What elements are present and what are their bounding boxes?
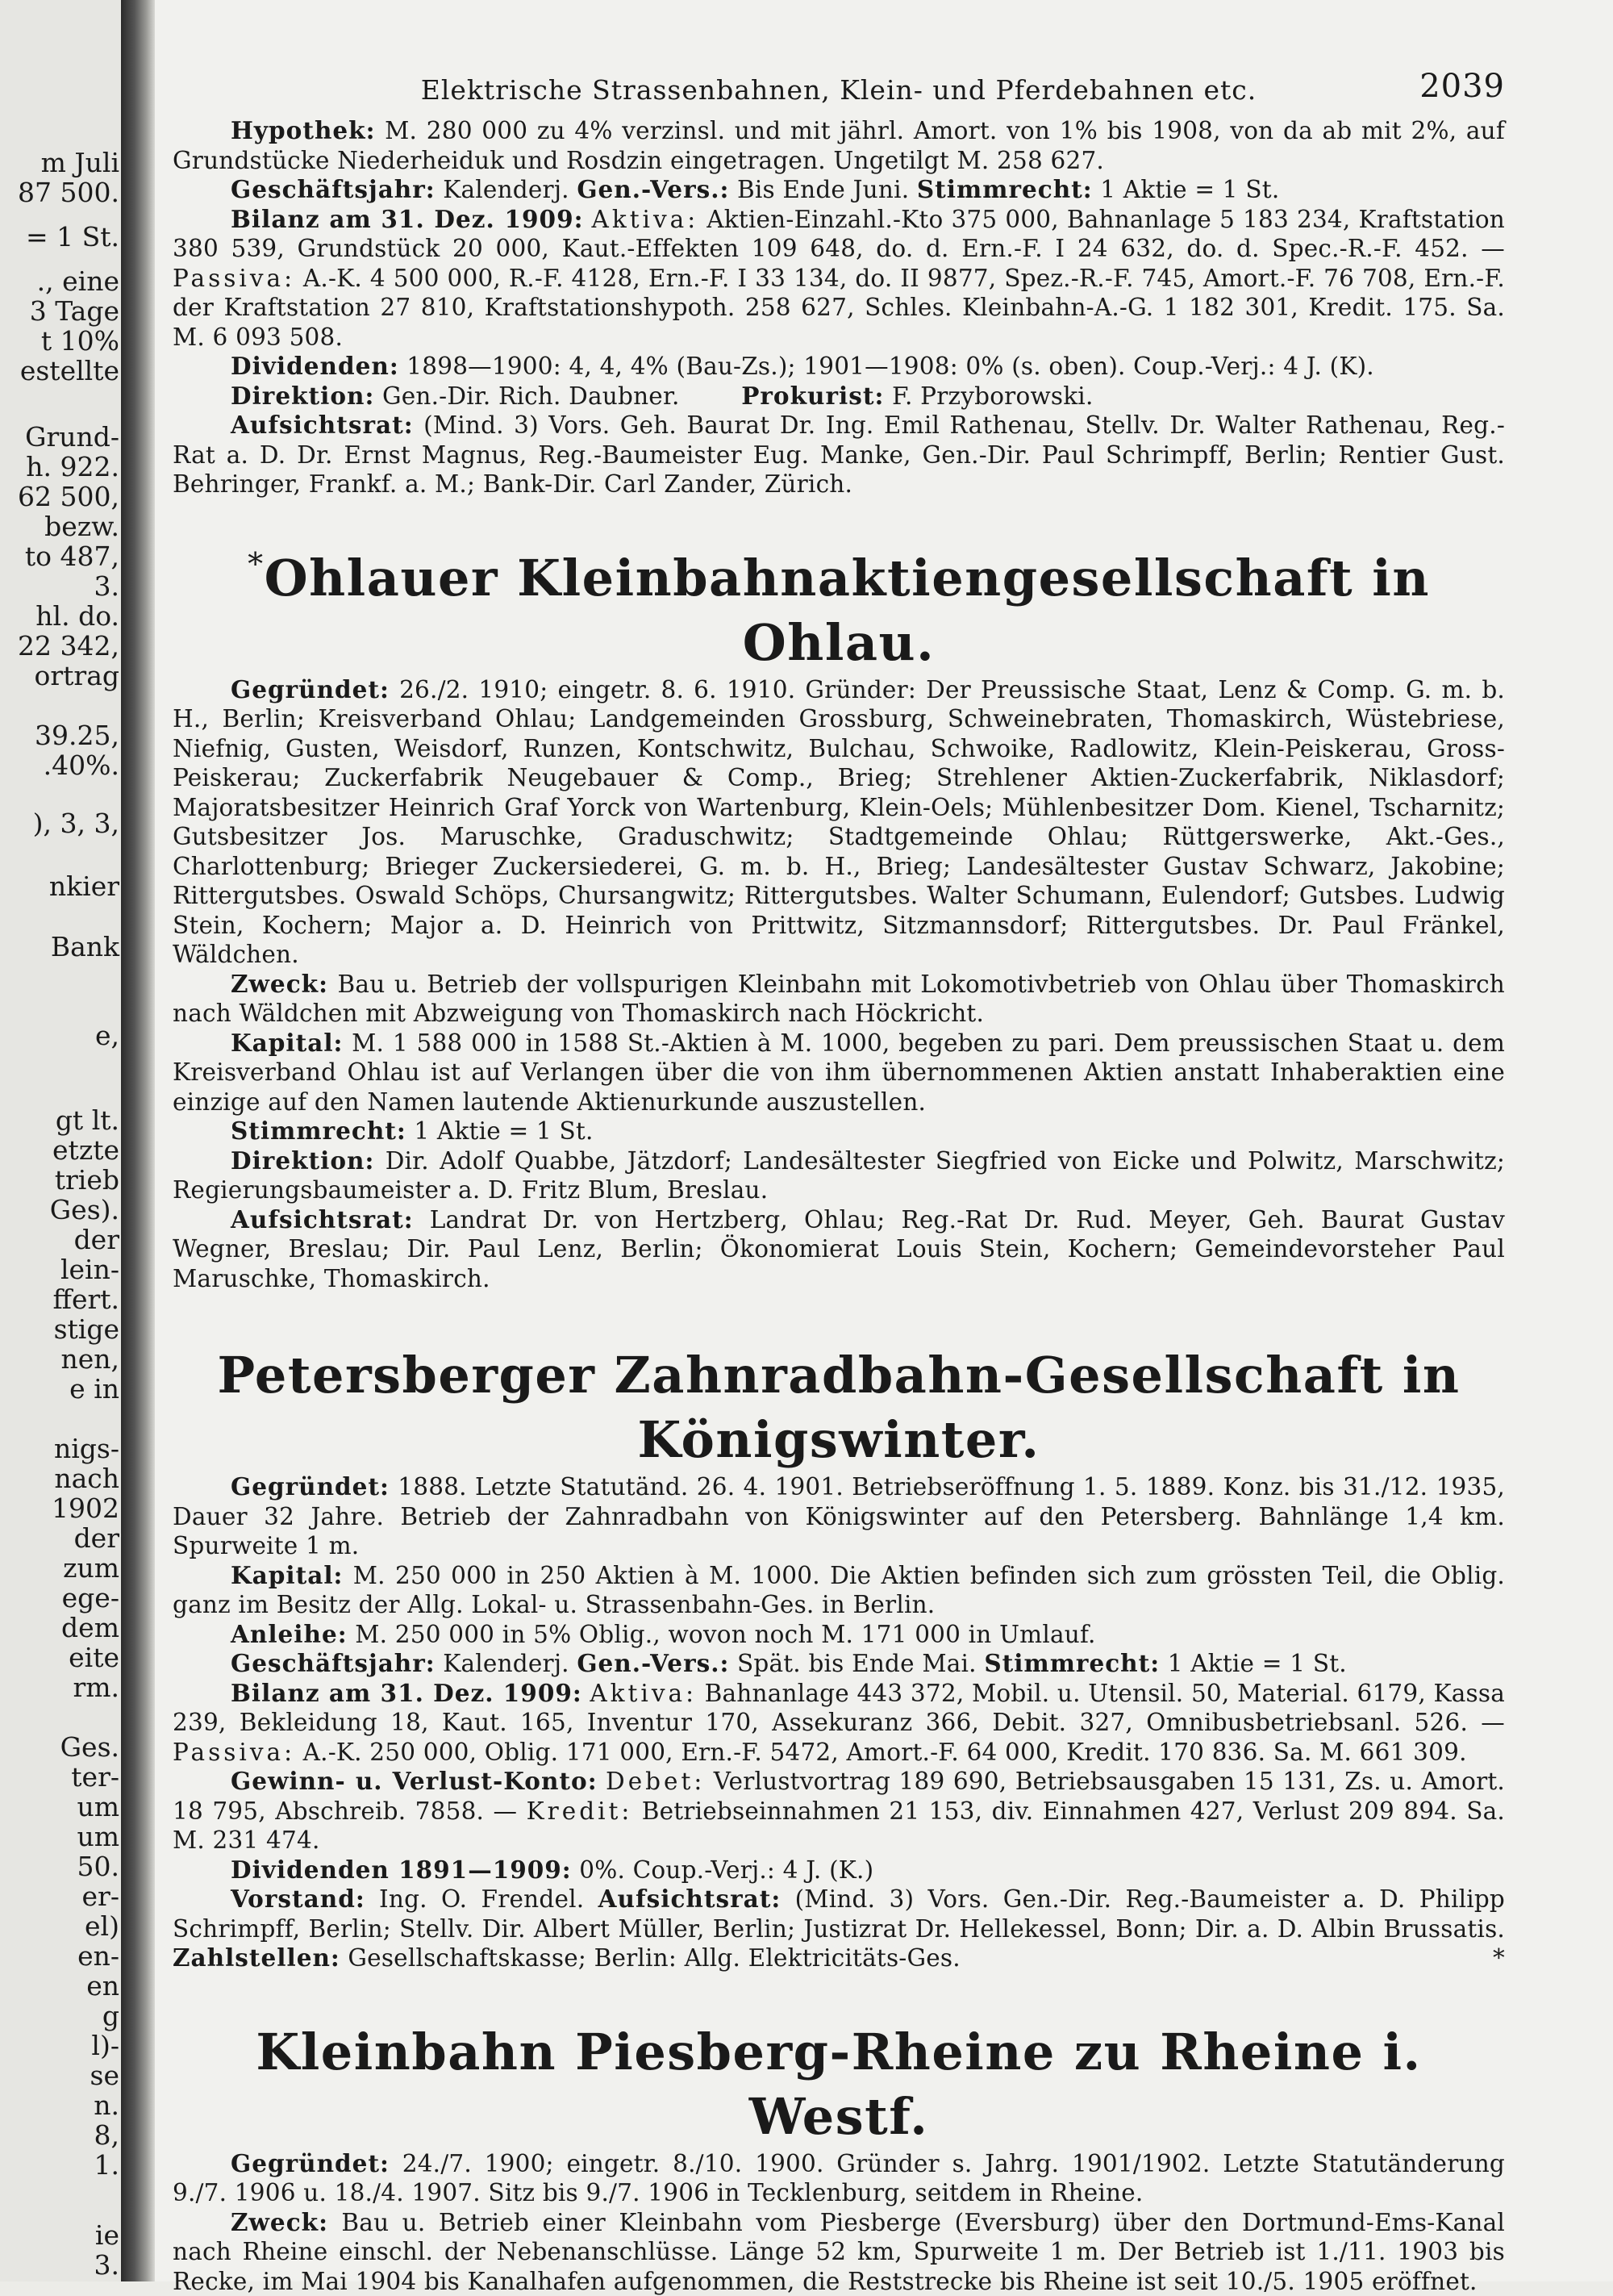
new-entry-star: *: [248, 546, 265, 582]
zweck-text: Bau u. Betrieb der vollspurigen Kleinbahn mit Lokomotivbetrieb von Ohlau über Thomaskirch nach Wäldchen mit Abzweigung von Thomaskirch nach Höckricht.: [173, 971, 1505, 1028]
aktiva-text: Aktien-Einzahl.-Kto 375 000, Bahnanlage 5 183 234, Kraftstation 380 539, Grundstück 20 000, Kaut.-Effekten 109 648, do. d. Ern.-F. I 24 632, do. d. Spec.-R.-F. 452. —: [173, 206, 1505, 263]
adjacent-page-fragment: 62 500,: [0, 482, 119, 511]
aktiva-label: Aktiva:: [590, 1680, 697, 1707]
page-number: 2039: [1419, 68, 1505, 105]
adjacent-page-fragment: e in: [0, 1374, 119, 1404]
gen-vers-label: Gen.-Vers.:: [577, 1649, 729, 1677]
aktiva-text: Bahnanlage 443 372, Mobil. u. Utensil. 50, Material. 6179, Kassa 239, Bekleidung 18, Kaut. 165, Inventur 170, Assekuranz 366, Debit. 327, Omnibusbetriebsanl. 526. —: [173, 1680, 1505, 1737]
dividenden-text: 1898—1900: 4, 4, 4% (Bau-Zs.); 1901—1908: 0% (s. oben). Coup.-Verj.: 4 J. (K).: [406, 353, 1374, 380]
aufsichtsrat-paragraph: [173, 411, 1505, 499]
geschaeftsjahr-text: Kalenderj.: [443, 1650, 569, 1677]
adjacent-page-fragment: hl. do.: [0, 601, 119, 631]
ohlau-kapital-paragraph: [173, 1029, 1505, 1117]
adjacent-page-fragment: 3 Tage: [0, 296, 119, 326]
hypothek-text: M. 280 000 zu 4% verzinsl. und mit jährl. Amort. von 1% bis 1908, von da ab mit 2%, auf Grundstücke Niederheiduk und Rosdzin eingetragen. Ungetilgt M. 258 627.: [173, 117, 1505, 174]
aktiva-label: Aktiva:: [592, 206, 699, 233]
adjacent-page-fragment: der: [0, 1225, 119, 1254]
kredit-text: Betriebseinnahmen 21 153, div. Einnahmen 427, Verlust 209 894. Sa. M. 231 474.: [173, 1797, 1505, 1855]
guv-label: Gewinn- u. Verlust-Konto:: [231, 1767, 598, 1795]
stimmrecht-text: 1 Aktie = 1 St.: [1100, 176, 1279, 203]
hypothek-paragraph: [173, 116, 1505, 175]
section-gap: [173, 1973, 1505, 2020]
ohlau-entry: [173, 532, 1505, 1294]
gegruendet-label: Gegründet:: [231, 1472, 390, 1501]
adjacent-page-fragment: rm.: [0, 1672, 119, 1702]
adjacent-page-fragment: 39.25,: [0, 720, 119, 750]
gen-vers-label: Gen.-Vers.:: [577, 175, 729, 203]
geschaeftsjahr-text: Kalenderj.: [443, 176, 569, 203]
adjacent-page-fragment: to 487,: [0, 541, 119, 571]
adjacent-page-fragment: 1.: [0, 2150, 119, 2180]
adjacent-page-fragment: 50.: [0, 1851, 119, 1881]
adjacent-page-fragment: e,: [0, 1021, 119, 1050]
adjacent-page-fragment: ), 3, 3,: [0, 808, 119, 838]
kapital-text: M. 1 588 000 in 1588 St.-Aktien à M. 1000, begeben zu pari. Dem preussischen Staat u. dem Kreisverband Ohlau ist auf Verlangen über die von ihm übernommenen Aktien anstatt Inhaberaktien eine einzige auf den Namen lautende Aktienurkunde auszustellen.: [173, 1029, 1505, 1116]
adjacent-page-fragment: Bank: [0, 932, 119, 962]
ohlau-zweck-paragraph: [173, 970, 1505, 1029]
adjacent-page-fragment: trieb: [0, 1165, 119, 1195]
ohlau-title: Ohlauer Kleinbahnaktiengesellschaft in Ohlau.: [265, 549, 1430, 672]
gegruendet-text: 24./7. 1900; eingetr. 8./10. 1900. Gründer s. Jahrg. 1901/1902. Letzte Statutänderung 9./7. 1906 u. 18./4. 1907. Sitz bis 9./7. 1906 in Tecklenburg, seitdem in Rheine.: [173, 2150, 1505, 2207]
adjacent-page-fragment: nigs-: [0, 1434, 119, 1463]
adjacent-page-fragment: nkier: [0, 871, 119, 901]
adjacent-page-fragment: ter-: [0, 1762, 119, 1792]
anleihe-text: M. 250 000 in 5% Oblig., wovon noch M. 171 000 in Umlauf.: [355, 1621, 1095, 1648]
adjacent-page-fragment: 1902: [0, 1493, 119, 1523]
adjacent-page-fragment: um: [0, 1822, 119, 1851]
ohlau-direktion-paragraph: [173, 1146, 1505, 1205]
passiva-text: A.-K. 250 000, Oblig. 171 000, Ern.-F. 5472, Amort.-F. 64 000, Kredit. 170 836. Sa. M. 661 309.: [303, 1739, 1467, 1766]
kredit-label: Kredit:: [527, 1797, 633, 1825]
adjacent-page-fragment: m Juli: [0, 148, 119, 177]
adjacent-page-fragment: l)-: [0, 2031, 119, 2060]
adjacent-page-fragment: dem: [0, 1613, 119, 1643]
stimmrecht-text: 1 Aktie = 1 St.: [1168, 1650, 1347, 1677]
adjacent-page-fragment: gt lt.: [0, 1105, 119, 1135]
adjacent-page-fragment: 3.: [0, 2250, 119, 2280]
gegruendet-label: Gegründet:: [231, 675, 390, 703]
page-content: [173, 68, 1505, 2296]
anleihe-label: Anleihe:: [231, 1620, 348, 1648]
adjacent-page-fragment: n.: [0, 2090, 119, 2120]
adjacent-page-fragment: etzte: [0, 1135, 119, 1165]
gegruendet-text: 1888. Letzte Statutänd. 26. 4. 1901. Betriebseröffnung 1. 5. 1889. Konz. bis 31./12. 1935, Dauer 32 Jahre. Betrieb der Zahnradbahn von Königswinter auf den Petersberg. Bahnlänge 1,4 km. Spurweite 1 m.: [173, 1473, 1505, 1559]
zahlstellen-label: Zahlstellen:: [173, 1943, 340, 1972]
bilanz-paragraph: [173, 205, 1505, 353]
direktion-paragraph: [173, 382, 1505, 411]
adjacent-page-fragment: Grund-: [0, 422, 119, 452]
adjacent-page-fragment: ie: [0, 2220, 119, 2250]
direktion-label: Direktion:: [231, 382, 374, 410]
passiva-label: Passiva:: [173, 1739, 295, 1766]
zweck-text: Bau u. Betrieb einer Kleinbahn vom Piesberge (Eversburg) über den Dortmund-Ems-Kanal nach Rheine einschl. der Nebenanschlüsse. Länge 52 km, Spurweite 1 m. Der Betrieb ist 1./11. 1903 bis Recke, im Mai 1904 bis Kanalhafen aufgenommen, die Reststrecke bis Rheine ist seit 10./5. 1905 eröffnet.: [173, 2209, 1505, 2295]
piesberg-gegruendet-paragraph: [173, 2149, 1505, 2208]
hypothek-label: Hypothek:: [231, 116, 376, 144]
adjacent-page-fragment: en: [0, 1971, 119, 2001]
adjacent-page-fragment: zum: [0, 1553, 119, 1583]
aufsichtsrat-text: (Mind. 3) Vors. Gen.-Dir. Reg.-Baumeister a. D. Philipp Schrimpff, Berlin; Stellv. Dir. Albert Müller, Berlin; Justizrat Dr. Hellekessel, Bonn; Dir. a. D. Albin Brussatis.: [173, 1885, 1505, 1943]
section-gap: [173, 1293, 1505, 1343]
ohlau-heading: [173, 532, 1505, 675]
dividenden-label: Dividenden:: [231, 352, 399, 380]
adjacent-page-fragment: .40%.: [0, 750, 119, 780]
adjacent-page-fragment: nen,: [0, 1344, 119, 1374]
bilanz-label: Bilanz am 31. Dez. 1909:: [231, 1679, 582, 1707]
adjacent-page-fragment: ., eine: [0, 266, 119, 296]
dividenden-label: Dividenden 1891—1909:: [231, 1856, 572, 1884]
dividenden-paragraph: [173, 352, 1505, 382]
bilanz-label: Bilanz am 31. Dez. 1909:: [231, 205, 584, 233]
adjacent-page-fragment: ege-: [0, 1583, 119, 1613]
kapital-label: Kapital:: [231, 1561, 343, 1589]
zweck-label: Zweck:: [231, 970, 328, 998]
zweck-label: Zweck:: [231, 2208, 328, 2236]
stimmrecht-label: Stimmrecht:: [917, 175, 1093, 203]
adjacent-page-fragment: 8,: [0, 2120, 119, 2150]
gegruendet-text: 26./2. 1910; eingetr. 8. 6. 1910. Gründer: Der Preussische Staat, Lenz & Comp. G. m. b. H., Berlin; Kreisverband Ohlau; Landgemeinden Grossburg, Schweinebraten, Thomaskirch, Wüstebriese, Niefnig, Gusten, Weisdorf, Runzen, Kontschwitz, Bulchau, Schwoike, Radlowitz, Klein-Peiskerau, Gross-Peiskerau; Zuckerfabrik Neugebauer & Comp., Brieg; Strehlener Aktien-Zuckerfabrik, Niklasdorf; Majoratsbesitzer Heinrich Graf Yorck von Wartenburg, Klein-Oels; Mühlenbesitzer Dom. Kienel, Tscharnitz; Gutsbesitzer Jos. Maruschke, Graduschwitz; Stadtgemeinde Ohlau; Rüttgerswerke, Akt.-Ges., Charlottenburg; Brieger Zuckersiederei, G. m. b. H., Brieg; Landesältester Gustav Schwarz, Jakobine; Rittergutsbes. Oswald Schöps, Chursangwitz; Rittergutsbes. Walter Schumann, Eulendorf; Gutsbes. Ludwig Stein, Kochern; Major a. D. Heinrich von Prittwitz, Sitzmannsdorf; Rittergutsbes. Dr. Paul Fränkel, Wäldchen.: [173, 676, 1505, 969]
adjacent-page-fragment: ortrag: [0, 661, 119, 691]
adjacent-page-fragment: lein-: [0, 1254, 119, 1284]
adjacent-page-fragment: stige: [0, 1314, 119, 1344]
vorstand-text: Ing. O. Frendel.: [379, 1885, 584, 1913]
adjacent-page-fragment: um: [0, 1792, 119, 1822]
adjacent-page-fragment: se: [0, 2060, 119, 2090]
ohlau-gegruendet-paragraph: [173, 675, 1505, 970]
zahlstellen-text: Gesellschaftskasse; Berlin: Allg. Elektricitäts-Ges.: [348, 1944, 960, 1972]
petersberg-gegruendet-paragraph: [173, 1472, 1505, 1561]
stimmrecht-label: Stimmrecht:: [984, 1649, 1160, 1677]
section-gap: [173, 499, 1505, 532]
adjacent-page-fragment: en-: [0, 1941, 119, 1971]
passiva-label: Passiva:: [173, 265, 295, 292]
adjacent-page-fragment: = 1 St.: [0, 222, 119, 252]
adjacent-page-fragment: ffert.: [0, 1284, 119, 1314]
gen-vers-text: Spät. bis Ende Mai.: [737, 1650, 977, 1677]
geschaeftsjahr-label: Geschäftsjahr:: [231, 175, 436, 203]
direktion-text: Dir. Adolf Quabbe, Jätzdorf; Landesältester Siegfried von Eicke und Polwitz, Marschwitz; Regierungsbaumeister a. D. Fritz Blum, Breslau.: [173, 1147, 1505, 1204]
piesberg-entry: [173, 2020, 1505, 2296]
adjacent-page-fragment: der: [0, 1523, 119, 1553]
adjacent-page-fragment: nach: [0, 1463, 119, 1493]
passiva-text: A.-K. 4 500 000, R.-F. 4128, Ern.-F. I 33 134, do. II 9877, Spez.-R.-F. 745, Amort.-F. 76 708, Ern.-F. der Kraftstation 27 810, Kraftstationshypoth. 258 627, Schles. Kleinbahn-A.-G. 1 182 301, Kredit. 175. Sa. M. 6 093 508.: [173, 265, 1505, 351]
stimmrecht-text: 1 Aktie = 1 St.: [414, 1117, 593, 1145]
adjacent-page-fragment: eite: [0, 1643, 119, 1672]
debet-label: Debet:: [606, 1768, 705, 1795]
prokurist-text: F. Przyborowski.: [892, 382, 1094, 410]
vorstand-label: Vorstand:: [231, 1885, 365, 1913]
aufsichtsrat-label: Aufsichtsrat:: [231, 411, 414, 439]
dividenden-text: 0%. Coup.-Verj.: 4 J. (K.): [579, 1856, 873, 1884]
adjacent-page-fragment: g: [0, 2001, 119, 2031]
petersberg-heading: Petersberger Zahnradbahn-Gesellschaft in Königswinter.: [173, 1343, 1505, 1472]
adjacent-page-fragment: el): [0, 1911, 119, 1941]
ohlau-aufsichtsrat-paragraph: [173, 1205, 1505, 1294]
geschaeftsjahr-paragraph: [173, 175, 1505, 205]
adjacent-page-fragment: bezw.: [0, 511, 119, 541]
petersberg-dividenden-paragraph: [173, 1856, 1505, 1885]
piesberg-zweck-paragraph: [173, 2208, 1505, 2296]
aufsichtsrat-label: Aufsichtsrat:: [231, 1205, 414, 1234]
petersberg-geschaeftsjahr-paragraph: [173, 1649, 1505, 1679]
ohlau-stimmrecht-paragraph: [173, 1117, 1505, 1146]
adjacent-page-fragment: estellte: [0, 356, 119, 386]
adjacent-page-fragment: 3.: [0, 571, 119, 601]
petersberg-bilanz-paragraph: [173, 1679, 1505, 1768]
entry-end-star: *: [1435, 1943, 1505, 1973]
aufsichtsrat-label: Aufsichtsrat:: [598, 1885, 781, 1913]
adjacent-page-strip: [0, 0, 121, 2281]
running-head: [173, 68, 1505, 116]
petersberg-vorstand-paragraph: [173, 1885, 1505, 1973]
debet-text: Verlustvortrag 189 690, Betriebsausgaben 15 131, Zs. u. Amort. 18 795, Abschreib. 7858. —: [173, 1768, 1505, 1825]
petersberg-anleihe-paragraph: [173, 1620, 1505, 1650]
adjacent-page-fragment: Ges).: [0, 1195, 119, 1225]
kapital-label: Kapital:: [231, 1029, 343, 1057]
petersberg-kapital-paragraph: [173, 1561, 1505, 1620]
adjacent-page-fragment: t 10%: [0, 326, 119, 356]
petersberg-entry: [173, 1343, 1505, 1973]
adjacent-page-fragment: er-: [0, 1881, 119, 1911]
previous-company-entry: [173, 116, 1505, 499]
book-gutter: [121, 0, 155, 2281]
document-page: [155, 0, 1613, 2281]
aufsichtsrat-text: (Mind. 3) Vors. Geh. Baurat Dr. Ing. Emil Rathenau, Stellv. Dr. Walter Rathenau, Reg.-Rat a. D. Dr. Ernst Magnus, Reg.-Baumeister Eug. Manke, Gen.-Dir. Paul Schrimpff, Berlin; Rentier Gust. Behringer, Frankf. a. M.; Bank-Dir. Carl Zander, Zürich.: [173, 411, 1505, 498]
adjacent-page-fragment: h. 922.: [0, 452, 119, 482]
aufsichtsrat-text: Landrat Dr. von Hertzberg, Ohlau; Reg.-Rat Dr. Rud. Meyer, Geh. Baurat Gustav Wegner, Breslau; Dir. Paul Lenz, Berlin; Ökonomierat Louis Stein, Kochern; Gemeindevorsteher Paul Maruschke, Thomaskirch.: [173, 1206, 1505, 1292]
adjacent-page-fragment: Ges.: [0, 1732, 119, 1762]
adjacent-page-fragment: 22 342,: [0, 631, 119, 661]
piesberg-heading: Kleinbahn Piesberg-Rheine zu Rheine i. Westf.: [173, 2020, 1505, 2149]
direktion-text: Gen.-Dir. Rich. Daubner.: [382, 382, 680, 410]
stimmrecht-label: Stimmrecht:: [231, 1117, 406, 1145]
adjacent-page-fragment: 87 500.: [0, 177, 119, 207]
kapital-text: M. 250 000 in 250 Aktien à M. 1000. Die Aktien befinden sich zum grössten Teil, die Oblig. ganz im Besitz der Allg. Lokal- u. Strassenbahn-Ges. in Berlin.: [173, 1562, 1505, 1619]
gegruendet-label: Gegründet:: [231, 2149, 390, 2177]
gen-vers-text: Bis Ende Juni.: [737, 176, 909, 203]
geschaeftsjahr-label: Geschäftsjahr:: [231, 1649, 436, 1677]
direktion-label: Direktion:: [231, 1146, 374, 1175]
petersberg-guv-paragraph: [173, 1767, 1505, 1856]
prokurist-label: Prokurist:: [741, 382, 884, 410]
running-head-title: Elektrische Strassenbahnen, Klein- und Pferdebahnen etc.: [173, 74, 1505, 106]
